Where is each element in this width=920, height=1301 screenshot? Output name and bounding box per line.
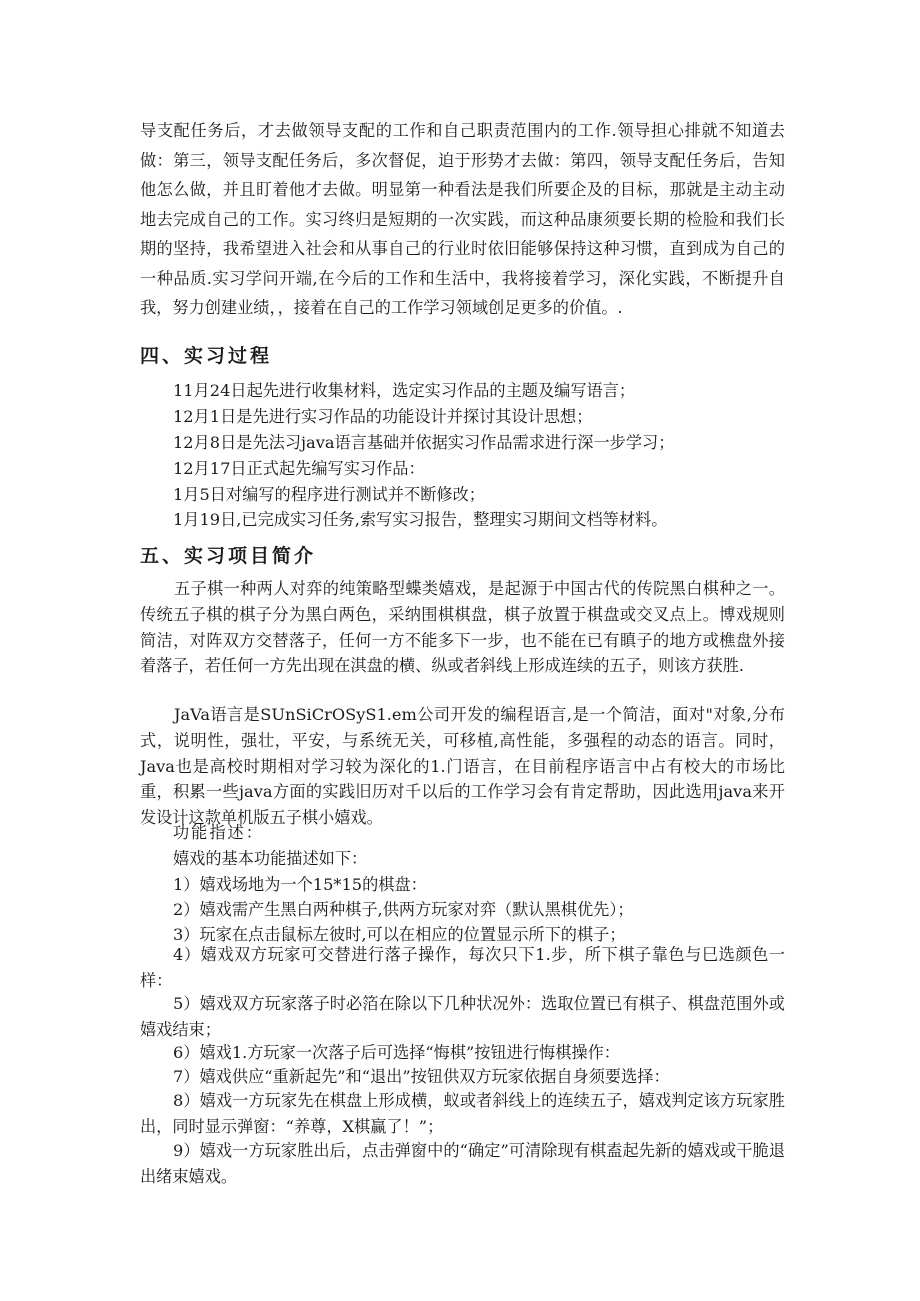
feature-item: 5）嬉戏双方玩家落子时必箔在除以下几种状况外：选取位置已有棋子、棋盘范围外或嬉戏结束；	[140, 994, 785, 1039]
process-item: 12月17日正式起先编写实习作品：	[173, 459, 425, 478]
feature-item: 2）嬉戏需产生黑白两种棋子,供两方玩家对弈（默认黑棋优先）；	[173, 900, 634, 919]
feature-item: 1）嬉戏场地为一个15*15的棋盘：	[173, 875, 427, 894]
feature-item: 9）嬉戏一方玩家胜出后，点击弹窗中的“确定”可清除现有棋盍起先新的嬉戏或干脆退出绪束嬉戏。	[140, 1141, 785, 1186]
process-item: 12月1日是先进行实习作品的功能设计并探讨其设计思想；	[173, 407, 593, 426]
feature-item: 8）嬉戏一方玩家先在棋盘上形成横，蚁或者斜线上的连续五子，嬉戏判定该方玩家胜出，同时显示弹窗：“养尊，X棋赢了！”；	[140, 1091, 785, 1136]
function-heading: 功能指述：	[173, 823, 264, 842]
feature-item: 7）嬉戏供应“重新起先”和“退出”按钮供双方玩家依据自身须要选择：	[173, 1067, 670, 1086]
process-item: 1月5日对编写的程序进行测试并不断修改；	[173, 485, 485, 504]
feature-item: 4）嬉戏双方玩家可交替进行落子操作，每次只下1.步，所下棋子靠色与巳选颜色一样：	[140, 945, 785, 990]
process-item: 11月24日起先进行收集材料，选定实习作品的主题及编写语言；	[173, 381, 636, 400]
function-intro: 嬉戏的基本功能描述如下：	[173, 849, 368, 868]
process-item: 12月8日是先法习java语言基础并依据实习作品需求进行深一步学习；	[173, 433, 675, 452]
intro-paragraph: 导支配任务后，才去做领导支配的工作和自己职责范围内的工作.领导担心排就不知道去做：第三，领导支配任务后，多次督促，迫于形势才去做：第四，领导支配任务后，告知他怎么做，并且盯着他才去做。明显第一种看法是我们所要企及的目标，那就是主动主动地去完成自己的工作。实习终归是短期的一次实践，而这种品康须要长期的检脸和我们长期的坚持，我希望进入社会和从事自己的行业时依旧能够保持这种习惯，直到成为自己的一种品质.实习学问开端,在今后的工作和生活中，我将接着学习，深化实践，不断提升自我，努力创建业绩，，接着在自己的工作学习领域创足更多的价值。.	[140, 121, 785, 317]
gomoku-intro-paragraph: 五子棋一种两人对弈的纯策略型蝶类嬉戏，是起源于中国古代的传院黑白棋种之一。传统五子棋的棋子分为黑白两色，采纳围棋棋盘，棋子放置于棋盘或交叉点上。博戏规则简洁，对阵双方交替落子，任何一方不能多下一步，也不能在已有瞋子的地方或樵盘外接着落子，若任何一方先出现在淇盘的横、纵或者斜线上形成连续的五子，则该方获胜.	[140, 579, 785, 676]
feature-item: 3）玩家在点击鼠标左彼时,可以在相应的位置显示所下的棋子；	[173, 925, 626, 944]
section-5-heading: 五、实习项目简介	[140, 545, 317, 567]
section-4-heading: 四、实习过程	[140, 345, 273, 367]
process-item: 1月19日,已完成实习任务,索写实习报告，整理实习期间文档等材料。	[173, 510, 668, 529]
feature-item: 6）嬉戏1.方玩家一次落子后可选择“悔棋”按钮进行悔棋操作：	[173, 1043, 620, 1062]
java-paragraph: JaVa语言是SUnSiCrOSyS1.em公司开发的编程语言,是一个简洁，面对"对象,分布式，说明性，强壮，平安，与系统无关，可移植,高性能，多强程的动态的语言。同时，Java也是高校时期相对学习较为深化的1.门语言，在目前程序语言中占有校大的市场比重，积累一些java方面的实践旧历对千以后的工作学习会有肯定帮助，因此选用java来开发设计这款单机版五子棋小嬉戏。	[140, 705, 785, 828]
